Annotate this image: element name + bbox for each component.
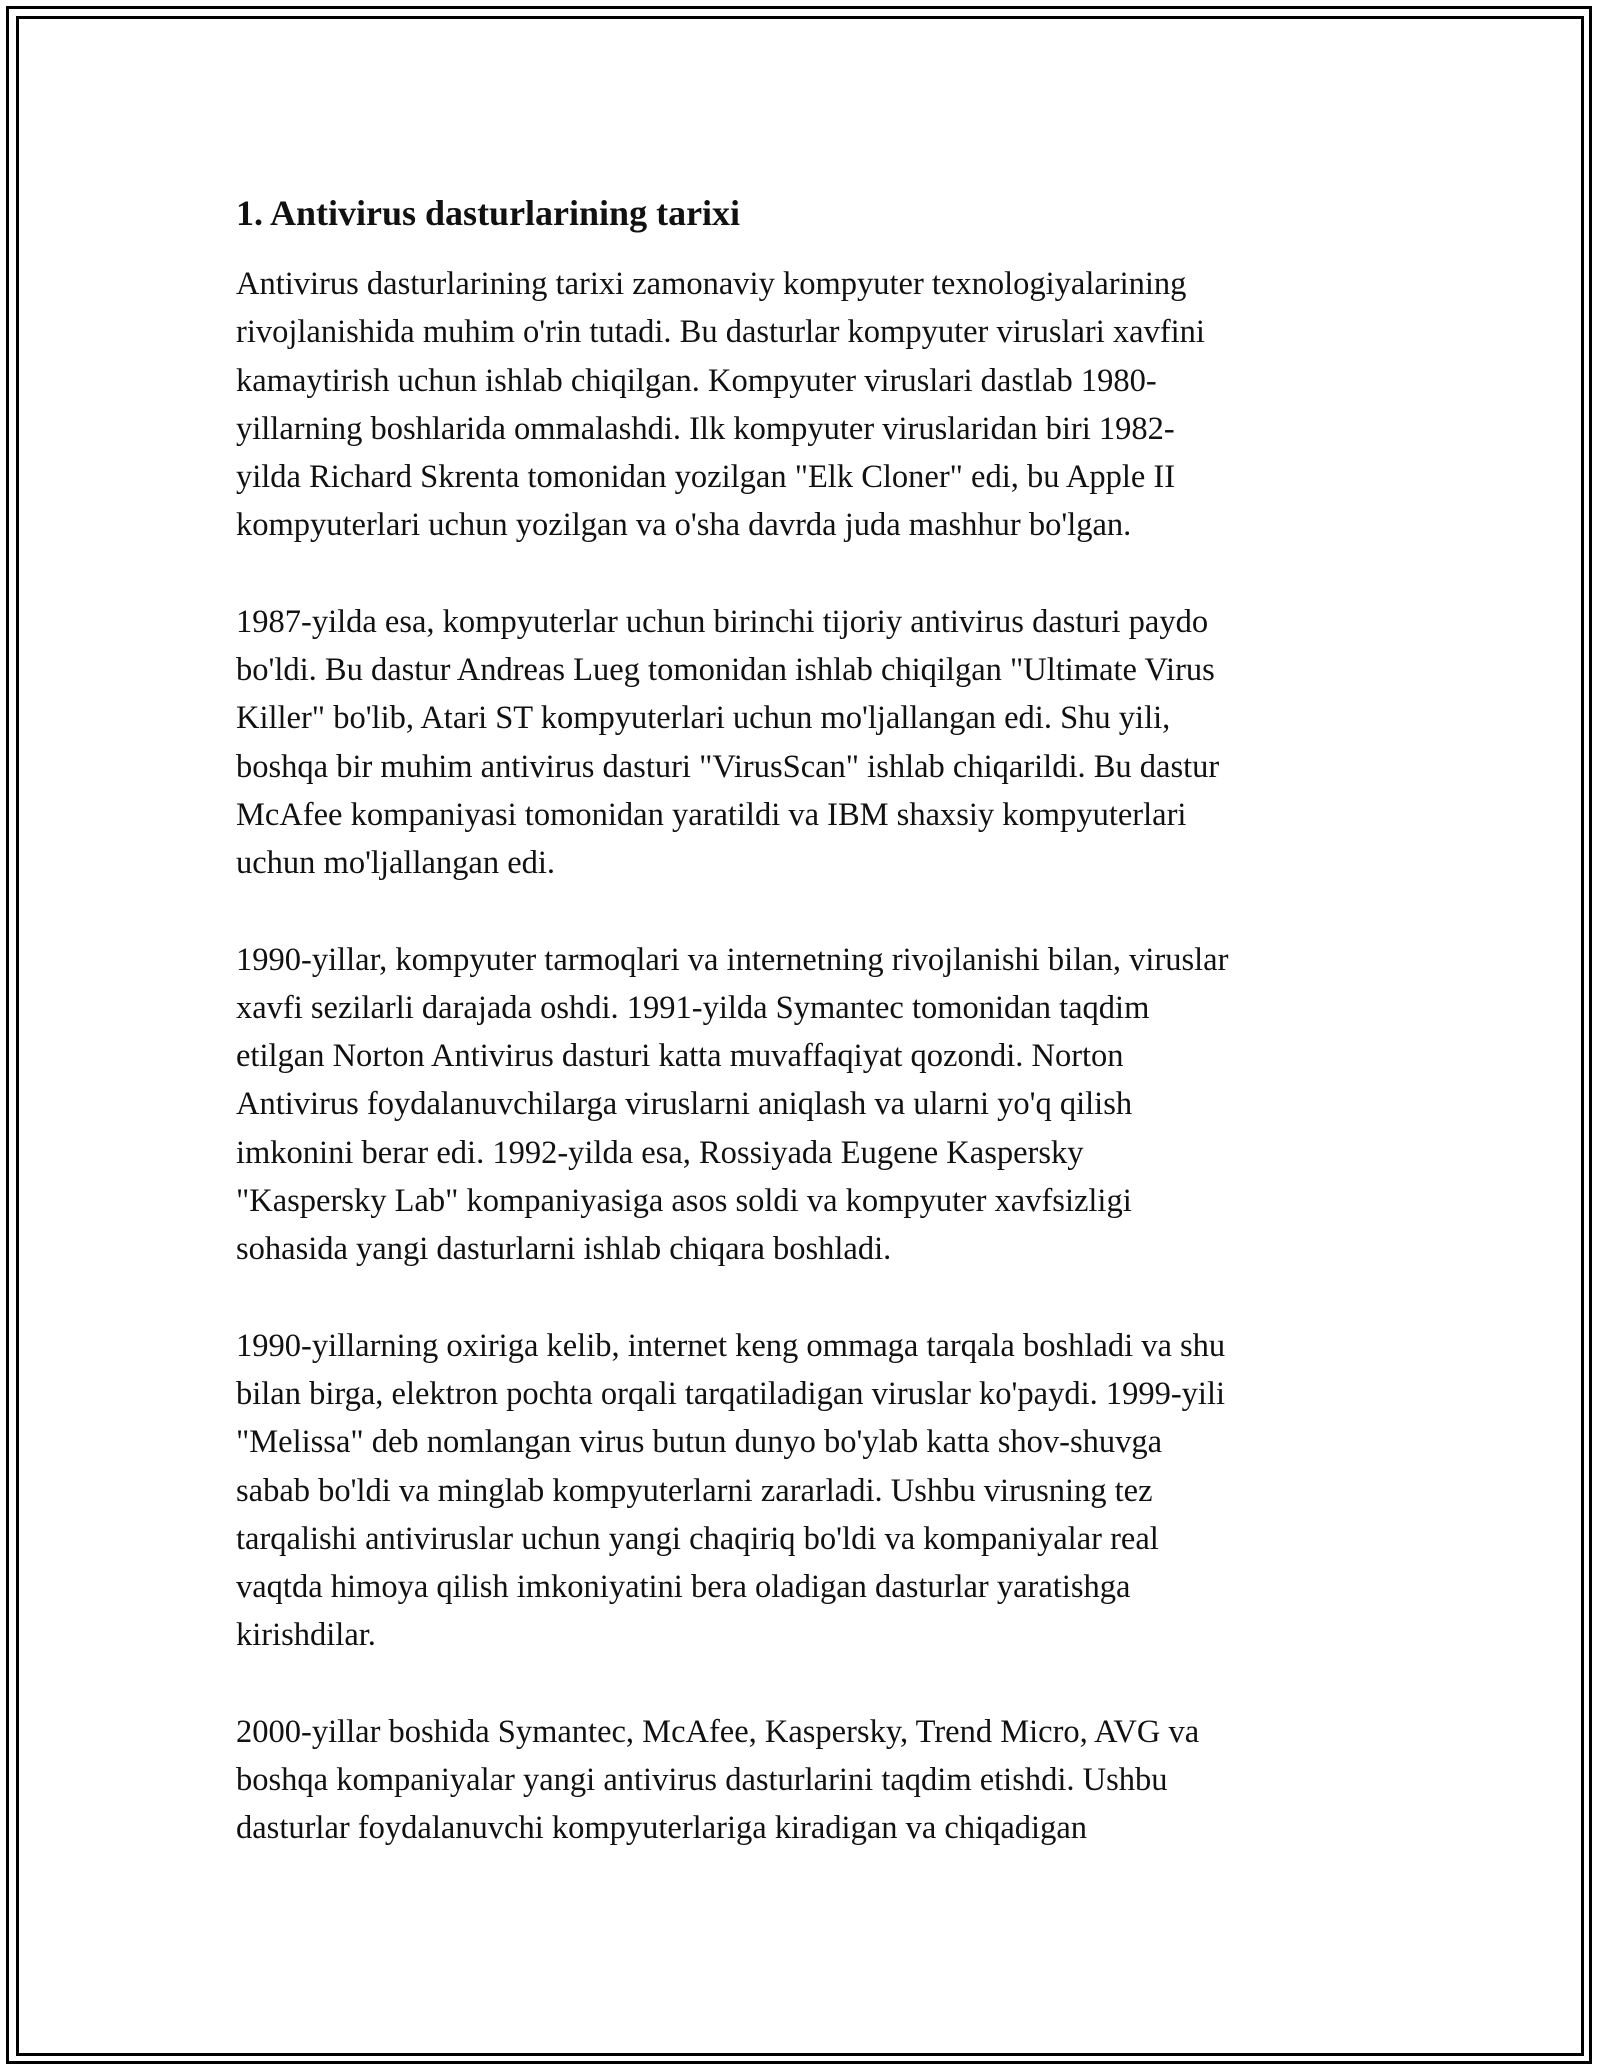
text-line: dasturlar foydalanuvchi kompyuterlariga kiradigan va chiqadigan <box>236 1810 1088 1847</box>
text-line: 1987-yilda esa, kompyuterlar uchun birinchi tijoriy antivirus dasturi paydo <box>236 603 1209 640</box>
text-line: kompyuterlari uchun yozilgan va o'sha davrda juda mashhur bo'lgan. <box>236 507 1132 544</box>
text-line: sohasida yangi dasturlarni ishlab chiqara boshladi. <box>236 1231 892 1268</box>
paragraph-4 <box>236 1322 1366 1660</box>
section-heading: 1. Antivirus dasturlarining tarixi <box>236 193 741 233</box>
paragraph-3 <box>236 936 1366 1274</box>
text-line: McAfee kompaniyasi tomonidan yaratildi va IBM shaxsiy kompyuterlari <box>236 796 1187 833</box>
text-line: bilan birga, elektron pochta orqali tarqatiladigan viruslar ko'paydi. 1999-yili <box>236 1375 1226 1412</box>
text-line: Antivirus foydalanuvchilarga viruslarni aniqlash va ularni yo'q qilish <box>236 1086 1133 1123</box>
text-line: 2000-yillar boshida Symantec, McAfee, Kaspersky, Trend Micro, AVG va <box>236 1713 1200 1750</box>
text-line: sabab bo'ldi va minglab kompyuterlarni zararladi. Ushbu virusning tez <box>236 1472 1153 1509</box>
text-line: xavfi sezilarli darajada oshdi. 1991-yilda Symantec tomonidan taqdim <box>236 989 1150 1026</box>
text-line: "Kaspersky Lab" kompaniyasiga asos soldi va kompyuter xavfsizligi <box>236 1183 1132 1220</box>
text-line: rivojlanishida muhim o'rin tutadi. Bu dasturlar kompyuter viruslari xavfini <box>236 314 1205 351</box>
text-line: bo'ldi. Bu dastur Andreas Lueg tomonidan ishlab chiqilgan "Ultimate Virus <box>236 652 1215 689</box>
text-line: boshqa bir muhim antivirus dasturi "VirusScan" ishlab chiqarildi. Bu dastur <box>236 748 1220 785</box>
document-body <box>236 188 1366 1901</box>
paragraph-2 <box>236 598 1366 888</box>
text-line: boshqa kompaniyalar yangi antivirus dasturlarini taqdim etishdi. Ushbu <box>236 1762 1168 1799</box>
text-line: 1990-yillarning oxiriga kelib, internet keng ommaga tarqala boshladi va shu <box>236 1327 1226 1364</box>
text-line: kamaytirish uchun ishlab chiqilgan. Kompyuter viruslari dastlab 1980- <box>236 362 1157 399</box>
text-line: kirishdilar. <box>236 1617 376 1654</box>
text-line: yillarning boshlarida ommalashdi. Ilk kompyuter viruslaridan biri 1982- <box>236 410 1175 447</box>
text-line: yilda Richard Skrenta tomonidan yozilgan "Elk Cloner" edi, bu Apple II <box>236 459 1176 496</box>
text-line: Antivirus dasturlarining tarixi zamonaviy kompyuter texnologiyalarining <box>236 266 1187 302</box>
text-line: uchun mo'ljallangan edi. <box>236 845 556 882</box>
text-line: etilgan Norton Antivirus dasturi katta muvaffaqiyat qozondi. Norton <box>236 1038 1124 1075</box>
paragraph-5 <box>236 1708 1366 1853</box>
text-line: "Melissa" deb nomlangan virus butun dunyo bo'ylab katta shov-shuvga <box>236 1424 1163 1461</box>
text-line: 1990-yillar, kompyuter tarmoqlari va internetning rivojlanishi bilan, viruslar <box>236 941 1229 978</box>
text-line: tarqalishi antiviruslar uchun yangi chaqiriq bo'ldi va kompaniyalar real <box>236 1520 1159 1557</box>
text-line: imkonini berar edi. 1992-yilda esa, Rossiyada Eugene Kaspersky <box>236 1134 1084 1171</box>
text-line: Killer" bo'lib, Atari ST kompyuterlari uchun mo'ljallangan edi. Shu yili, <box>236 700 1171 737</box>
text-line: vaqtda himoya qilish imkoniyatini bera oladigan dasturlar yaratishga <box>236 1569 1131 1606</box>
paragraph-1 <box>236 260 1366 550</box>
